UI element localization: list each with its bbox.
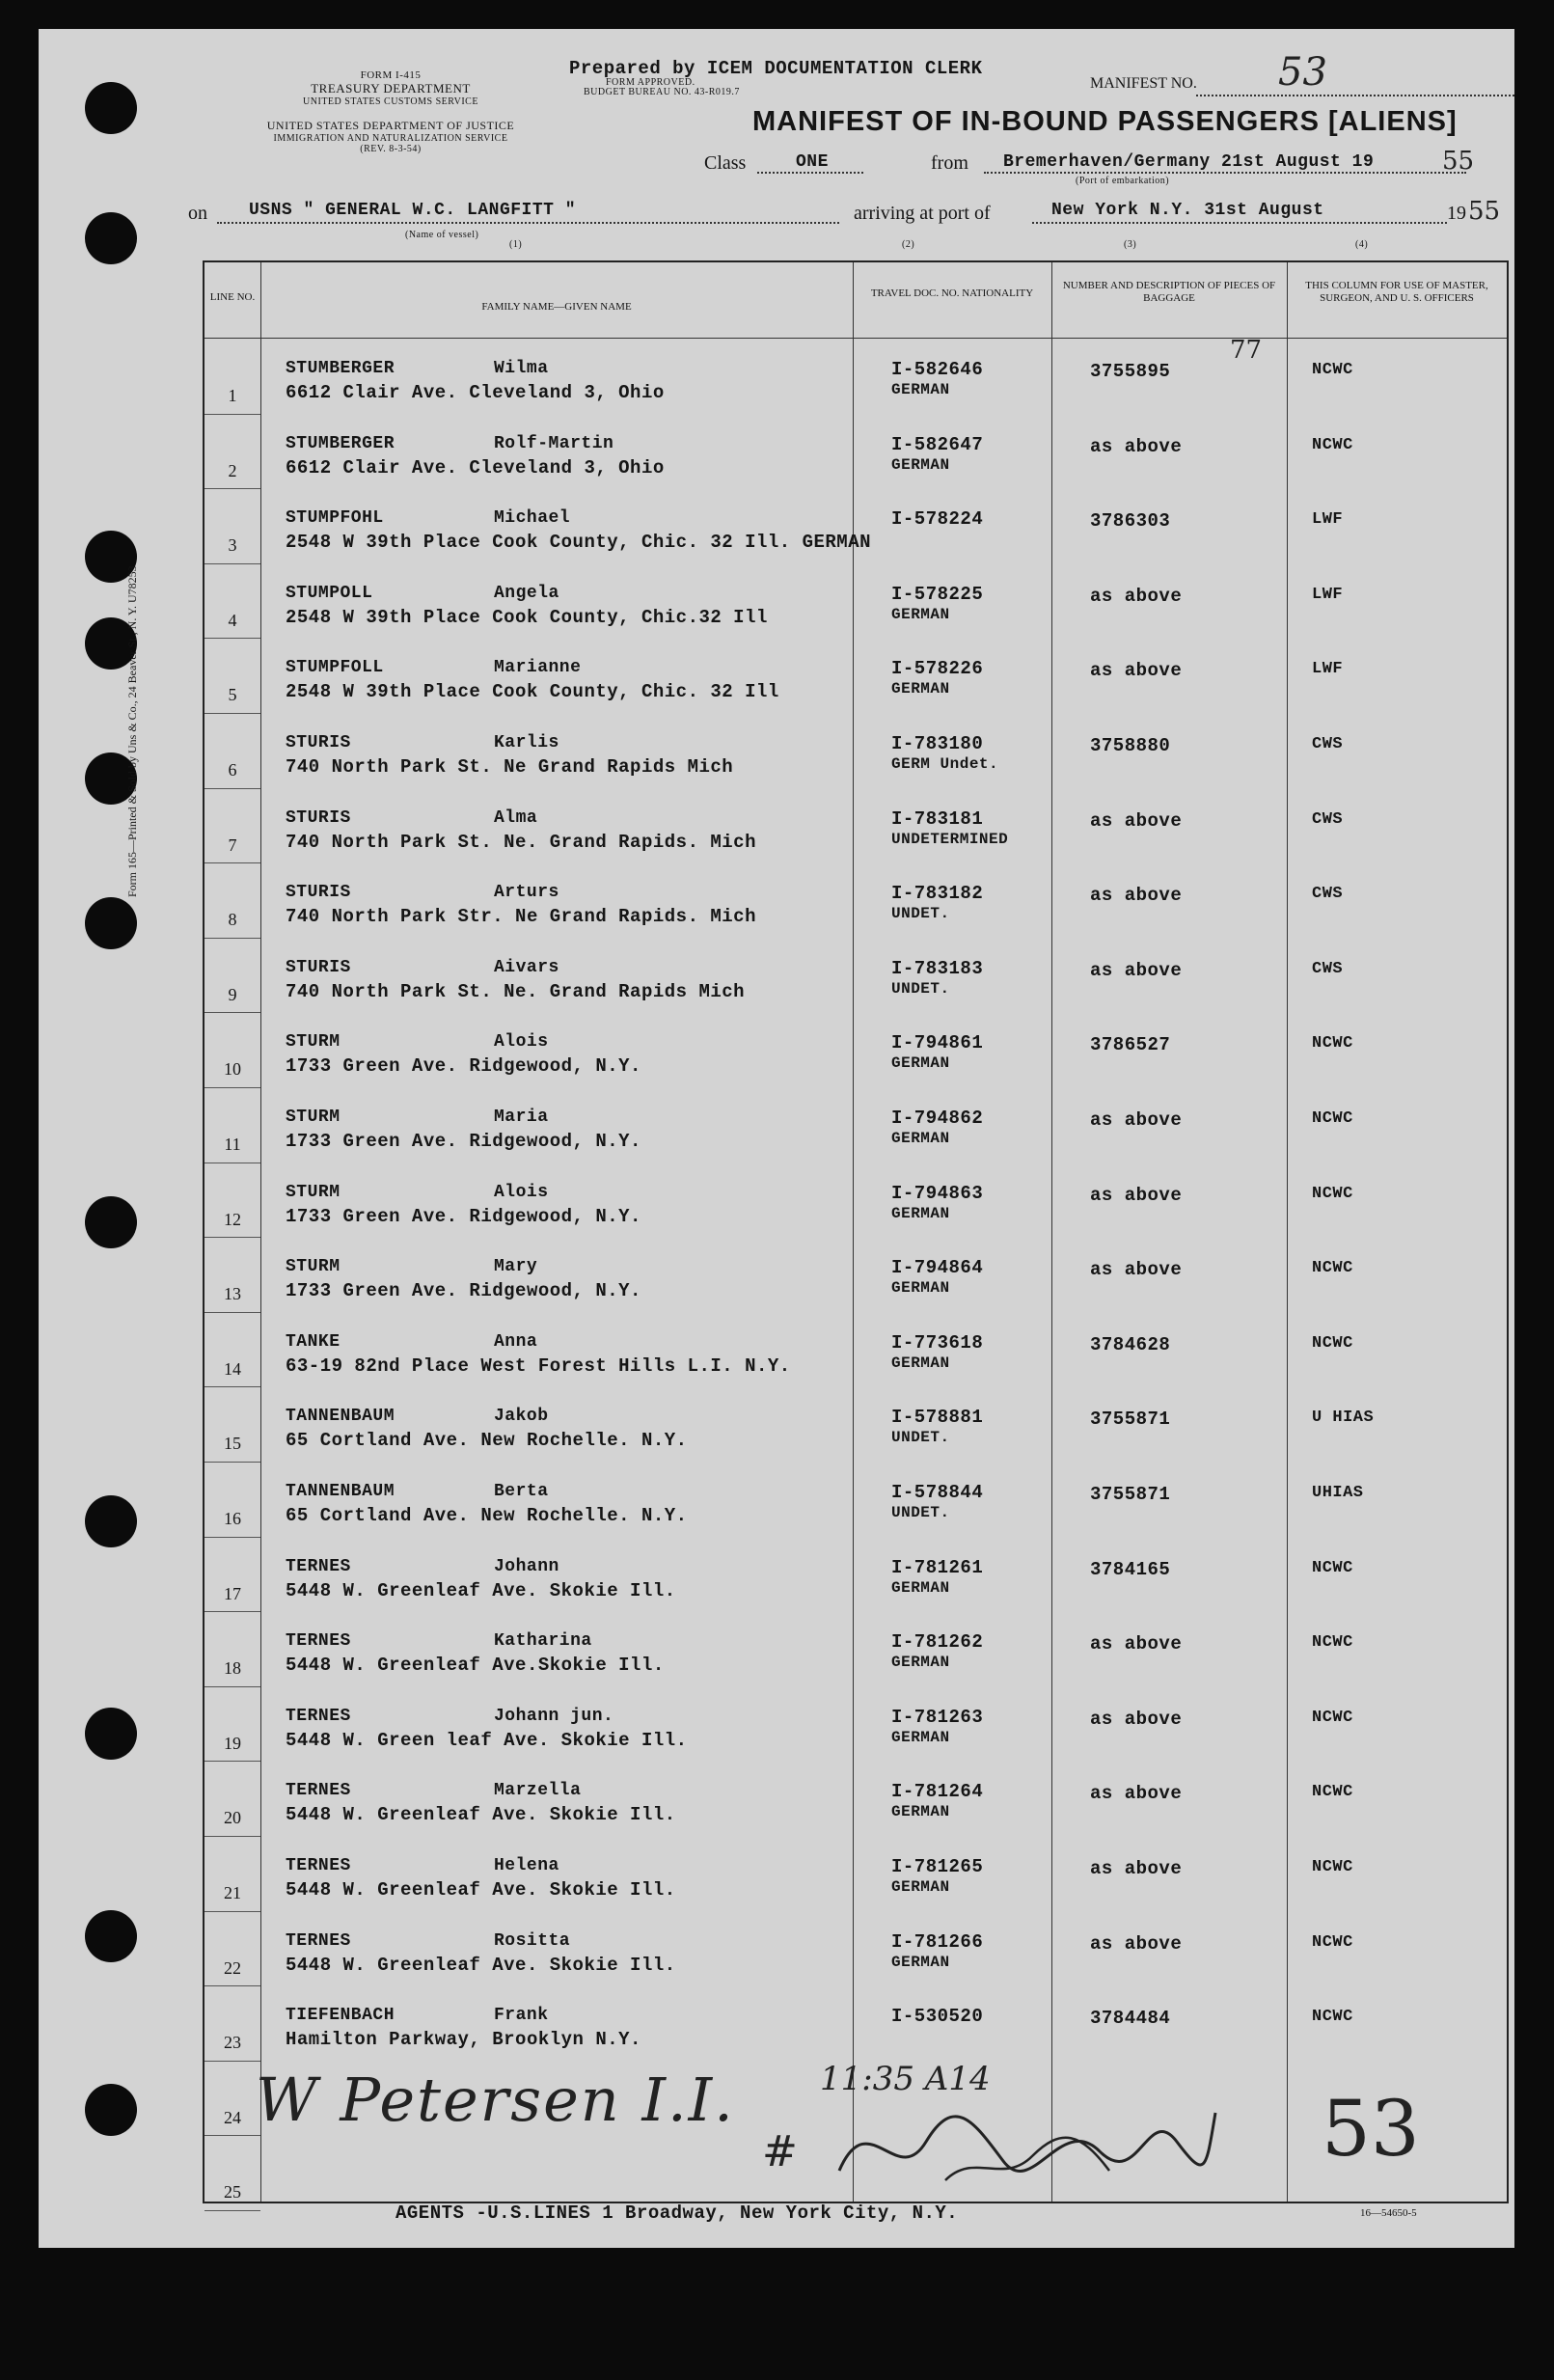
line-number: 14: [224, 1358, 241, 1379]
travel-doc-number: I-783181: [891, 807, 984, 830]
given-name: Katharina: [494, 1631, 592, 1652]
family-name: TERNES: [286, 1856, 351, 1875]
travel-doc-number: I-781263: [891, 1706, 984, 1728]
handwritten-initials: [830, 2084, 1235, 2200]
officer-use: NCWC: [1312, 1184, 1353, 1203]
family-name: TERNES: [286, 1930, 351, 1951]
manifest-no-line: [1196, 95, 1514, 96]
handwritten-row-mark: 77: [1230, 336, 1263, 365]
nationality: GERMAN: [891, 1130, 950, 1147]
form-approved: FORM APPROVED.: [606, 77, 695, 88]
baggage: as above: [1090, 1858, 1183, 1879]
officer-use: NCWC: [1312, 1034, 1353, 1053]
address: 6612 Clair Ave. Cleveland 3, Ohio: [286, 456, 665, 479]
arriving-line: [1032, 222, 1447, 224]
line-number: 24: [224, 2107, 241, 2127]
family-name: STURM: [286, 1257, 341, 1277]
line-number: 1: [228, 386, 237, 405]
col-marker: (1): [509, 239, 523, 250]
given-name: Alois: [494, 1182, 549, 1202]
travel-doc-number: I-530520: [891, 2006, 984, 2028]
nationality: GERMAN: [891, 1728, 950, 1746]
from-value: Bremerhaven/Germany 21st August 19: [1003, 152, 1375, 172]
baggage: as above: [1090, 1783, 1183, 1805]
officer-use: U HIAS: [1312, 1409, 1375, 1428]
passenger-table: [203, 260, 1509, 2203]
family-name: STUMBERGER: [286, 359, 395, 378]
baggage: as above: [1090, 660, 1183, 682]
nationality: GERM Undet.: [891, 755, 999, 773]
handwritten-signature: W Petersen I.I.: [256, 2065, 735, 2135]
nationality: GERMAN: [891, 1204, 950, 1222]
line-number: 7: [228, 834, 237, 855]
table-row: [204, 789, 1507, 864]
baggage: as above: [1090, 1708, 1183, 1730]
justice-label: UNITED STATES DEPARTMENT OF JUSTICE: [266, 119, 515, 132]
family-name: TERNES: [286, 1631, 351, 1652]
line-number: 9: [228, 984, 237, 1004]
line-number: 23: [224, 2033, 241, 2053]
baggage: as above: [1090, 1633, 1183, 1655]
family-name: STUMBERGER: [286, 433, 395, 453]
given-name: Karlis: [494, 733, 559, 752]
col-header-doc: TRAVEL DOC. NO. NATIONALITY: [870, 287, 1034, 299]
table-row: [204, 1238, 1507, 1313]
from-year: 55: [1442, 147, 1475, 176]
on-label: on: [188, 203, 207, 224]
nationality: UNDET.: [891, 1504, 950, 1521]
officer-use: CWS: [1312, 885, 1344, 904]
officer-use: LWF: [1312, 510, 1344, 530]
nationality: UNDET.: [891, 1429, 950, 1447]
table-row: [204, 1088, 1507, 1163]
binder-hole: [85, 1910, 137, 1962]
officer-use: LWF: [1312, 660, 1344, 679]
class-label: Class: [704, 152, 747, 174]
row-divider: [204, 2210, 260, 2211]
given-name: Frank: [494, 2006, 549, 2026]
table-row: [204, 639, 1507, 714]
line-number: 19: [224, 1733, 241, 1753]
line-number: 20: [224, 1808, 241, 1828]
address: Hamilton Parkway, Brooklyn N.Y.: [286, 2029, 641, 2051]
family-name: TANNENBAUM: [286, 1407, 395, 1427]
officer-use: NCWC: [1312, 1259, 1353, 1278]
travel-doc-number: I-783180: [891, 733, 984, 754]
officer-use: NCWC: [1312, 1109, 1353, 1128]
officer-use: NCWC: [1312, 1558, 1353, 1577]
family-name: TERNES: [286, 1781, 351, 1801]
travel-doc-number: I-578844: [891, 1482, 984, 1503]
travel-doc-number: I-578225: [891, 583, 984, 605]
officer-use: NCWC: [1312, 2008, 1353, 2027]
baggage: 3784165: [1090, 1558, 1171, 1580]
table-row: [204, 1013, 1507, 1088]
family-name: STURIS: [286, 733, 351, 752]
travel-doc-number: I-781261: [891, 1556, 984, 1578]
family-name: STURM: [286, 1108, 341, 1127]
table-row: [204, 1163, 1507, 1239]
given-name: Wilma: [494, 359, 549, 378]
table-row: [204, 1387, 1507, 1463]
arriving-year-prefix: 19: [1447, 203, 1466, 224]
given-name: Arturs: [494, 883, 559, 903]
agents-footer: AGENTS -U.S.LINES 1 Broadway, New York City, N.Y.: [395, 2202, 959, 2224]
travel-doc-number: I-794862: [891, 1108, 984, 1129]
from-line: [984, 172, 1466, 174]
binder-hole: [85, 1196, 137, 1248]
header-divider: [204, 338, 1507, 339]
travel-doc-number: I-794863: [891, 1182, 984, 1204]
travel-doc-number: I-781265: [891, 1856, 984, 1877]
nationality: GERMAN: [891, 1354, 950, 1372]
handwritten-time: 11:35 A14: [820, 2060, 991, 2098]
nationality: GERMAN: [891, 455, 950, 474]
baggage: as above: [1090, 1109, 1183, 1131]
travel-doc-number: I-781266: [891, 1930, 984, 1953]
manifest-title: MANIFEST OF IN-BOUND PASSENGERS [ALIENS]: [752, 106, 1458, 137]
baggage: 3758880: [1090, 735, 1171, 756]
officer-use: NCWC: [1312, 1633, 1353, 1653]
line-number: 6: [228, 760, 237, 780]
family-name: TANKE: [286, 1331, 341, 1352]
table-row: [204, 1912, 1507, 1987]
family-name: STUMPOLL: [286, 583, 373, 603]
given-name: Aivars: [494, 957, 559, 977]
family-name: STURIS: [286, 957, 351, 977]
family-name: STURM: [286, 1182, 341, 1202]
officer-use: NCWC: [1312, 1708, 1353, 1727]
class-line: [757, 172, 863, 174]
given-name: Marianne: [494, 658, 582, 678]
baggage: 3784484: [1090, 2008, 1171, 2030]
given-name: Rositta: [494, 1930, 571, 1951]
address: 740 North Park St. Ne. Grand Rapids Mich: [286, 980, 746, 1002]
budget-bureau: BUDGET BUREAU NO. 43-R019.7: [584, 87, 740, 97]
family-name: STURIS: [286, 883, 351, 903]
table-row: [204, 1986, 1507, 2062]
family-name: STURIS: [286, 807, 351, 828]
table-row: [204, 1762, 1507, 1837]
family-name: STUMPFOLL: [286, 658, 384, 678]
officer-use: CWS: [1312, 959, 1344, 978]
nationality: UNDET.: [891, 905, 950, 923]
col-marker: (4): [1355, 239, 1369, 250]
officer-use: CWS: [1312, 735, 1344, 753]
table-row: [204, 489, 1507, 564]
given-name: Helena: [494, 1856, 559, 1875]
baggage: 3755871: [1090, 1484, 1171, 1505]
officer-use: CWS: [1312, 809, 1344, 829]
binder-hole: [85, 2084, 137, 2136]
revision-label: (REV. 8-3-54): [360, 144, 422, 154]
line-number: 25: [224, 2182, 241, 2202]
form-number: FORM I-415: [360, 69, 422, 81]
col-header-line-no: LINE NO.: [209, 291, 256, 303]
travel-doc-number: I-783183: [891, 957, 984, 979]
address: 1733 Green Ave. Ridgewood, N.Y.: [286, 1055, 641, 1078]
given-name: Johann: [494, 1556, 559, 1576]
binder-hole: [85, 1708, 137, 1760]
officer-use: NCWC: [1312, 435, 1353, 454]
agency-block: [183, 69, 598, 154]
given-name: Maria: [494, 1108, 549, 1127]
nationality: GERMAN: [891, 1054, 950, 1073]
baggage: 3755871: [1090, 1409, 1171, 1431]
table-row: [204, 1687, 1507, 1763]
manifest-no-label: MANIFEST NO.: [1090, 75, 1197, 92]
given-name: Mary: [494, 1257, 538, 1277]
line-number: 5: [228, 685, 237, 705]
manifest-sheet: [39, 29, 1514, 2248]
baggage: 3784628: [1090, 1333, 1171, 1355]
handwritten-page-mark: 53: [1322, 2084, 1420, 2174]
class-value: ONE: [796, 152, 829, 172]
nationality: GERMAN: [891, 1578, 950, 1597]
arriving-year: 55: [1468, 197, 1501, 226]
officer-use: NCWC: [1312, 1783, 1353, 1802]
baggage: 3786527: [1090, 1034, 1171, 1056]
baggage: 3786303: [1090, 510, 1171, 533]
table-row: [204, 1538, 1507, 1613]
table-row: [204, 1463, 1507, 1538]
family-name: TERNES: [286, 1556, 351, 1576]
line-number: 21: [224, 1883, 241, 1902]
col-header-baggage: NUMBER AND DESCRIPTION OF PIECES OF BAGGAGE: [1062, 280, 1276, 304]
printer-side-text: Form 165—Printed & Sold by Uns & Co., 24 Beaver St., N. Y. U78253: [125, 565, 139, 897]
address: 6612 Clair Ave. Cleveland 3, Ohio: [286, 382, 665, 403]
line-number: 4: [228, 610, 237, 630]
address: 1733 Green Ave. Ridgewood, N.Y.: [286, 1131, 641, 1152]
baggage: as above: [1090, 1184, 1183, 1206]
vessel-caption: (Name of vessel): [405, 230, 479, 240]
address: 1733 Green Ave. Ridgewood, N.Y.: [286, 1205, 641, 1227]
travel-doc-number: I-582647: [891, 433, 984, 455]
address: 2548 W 39th Place Cook County, Chic.32 Ill: [286, 606, 768, 628]
address: 1733 Green Ave. Ridgewood, N.Y.: [286, 1280, 641, 1302]
table-row: [204, 714, 1507, 789]
baggage: as above: [1090, 1259, 1183, 1281]
address: 2548 W 39th Place Cook County, Chic. 32 Ill: [286, 681, 779, 703]
address: 5448 W. Greenleaf Ave. Skokie Ill.: [286, 1879, 676, 1901]
line-number: 22: [224, 1957, 241, 1978]
nationality: UNDET.: [891, 979, 950, 998]
officer-use: NCWC: [1312, 1932, 1353, 1952]
travel-doc-number: I-794861: [891, 1032, 984, 1054]
family-name: TERNES: [286, 1706, 351, 1726]
baggage: 3755895: [1090, 361, 1171, 382]
given-name: Jakob: [494, 1407, 549, 1427]
travel-doc-number: I-773618: [891, 1331, 984, 1354]
line-number: 17: [224, 1583, 241, 1603]
travel-doc-number: I-578224: [891, 508, 984, 531]
treasury-label: TREASURY DEPARTMENT: [311, 81, 471, 96]
baggage: as above: [1090, 435, 1183, 457]
given-name: Alma: [494, 807, 538, 828]
officer-use: NCWC: [1312, 1858, 1353, 1876]
binder-hole: [85, 82, 137, 134]
address: 65 Cortland Ave. New Rochelle. N.Y.: [286, 1505, 688, 1526]
arriving-value: New York N.Y. 31st August: [1051, 201, 1324, 220]
travel-doc-number: I-578226: [891, 658, 984, 680]
address: 5448 W. Greenleaf Ave. Skokie Ill.: [286, 1804, 676, 1826]
given-name: Berta: [494, 1482, 549, 1501]
nationality: GERMAN: [891, 605, 950, 623]
travel-doc-number: I-794864: [891, 1257, 984, 1279]
travel-doc-number: I-578881: [891, 1407, 984, 1429]
address: 5448 W. Greenleaf Ave. Skokie Ill.: [286, 1579, 676, 1601]
nationality: GERMAN: [891, 1279, 950, 1298]
address: 65 Cortland Ave. New Rochelle. N.Y.: [286, 1430, 688, 1452]
nationality: GERMAN: [891, 1878, 950, 1896]
line-number: 3: [228, 535, 237, 556]
family-name: STURM: [286, 1032, 341, 1053]
officer-use: NCWC: [1312, 1333, 1353, 1353]
vessel-name: USNS " GENERAL W.C. LANGFITT ": [249, 201, 577, 220]
table-row: [204, 1837, 1507, 1912]
line-number: 16: [224, 1509, 241, 1528]
line-number: 11: [224, 1135, 241, 1154]
travel-doc-number: I-783182: [891, 883, 984, 905]
form-code: 16—54650-5: [1360, 2207, 1417, 2219]
table-row: [204, 415, 1507, 490]
nationality: GERMAN: [891, 381, 950, 398]
baggage: as above: [1090, 959, 1183, 981]
table-row: [204, 1612, 1507, 1687]
address: 5448 W. Green leaf Ave. Skokie Ill.: [286, 1729, 688, 1751]
binder-hole: [85, 1495, 137, 1547]
baggage: as above: [1090, 809, 1183, 832]
prepared-by: Prepared by ICEM DOCUMENTATION CLERK: [569, 58, 983, 79]
given-name: Johann jun.: [494, 1706, 614, 1726]
table-row: [204, 564, 1507, 640]
col-marker: (2): [902, 239, 915, 250]
address: 740 North Park St. Ne Grand Rapids Mich: [286, 756, 734, 778]
address: 63-19 82nd Place West Forest Hills L.I. N.Y.: [286, 1354, 791, 1377]
travel-doc-number: I-781262: [891, 1631, 984, 1654]
given-name: Michael: [494, 508, 571, 529]
nationality: UNDETERMINED: [891, 830, 1009, 848]
table-row: [204, 939, 1507, 1014]
line-number: 12: [224, 1209, 241, 1229]
baggage: as above: [1090, 1932, 1183, 1955]
travel-doc-number: I-781264: [891, 1781, 984, 1803]
arriving-label: arriving at port of: [854, 203, 991, 224]
baggage: as above: [1090, 585, 1183, 607]
col-header-officers: THIS COLUMN FOR USE OF MASTER, SURGEON, AND U. S. OFFICERS: [1305, 280, 1488, 304]
baggage: as above: [1090, 885, 1183, 907]
officer-use: NCWC: [1312, 361, 1353, 379]
line-number: 10: [224, 1059, 241, 1080]
from-label: from: [931, 152, 968, 174]
table-row: [204, 1313, 1507, 1388]
immigration-label: IMMIGRATION AND NATURALIZATION SERVICE: [273, 133, 508, 144]
nationality: GERMAN: [891, 680, 950, 698]
address: 740 North Park Str. Ne Grand Rapids. Mich: [286, 906, 756, 928]
binder-hole: [85, 897, 137, 949]
port-embarkation-caption: (Port of embarkation): [1076, 176, 1170, 186]
nationality: GERMAN: [891, 1654, 950, 1672]
family-name: STUMPFOHL: [286, 508, 384, 529]
travel-doc-number: I-582646: [891, 359, 984, 380]
line-number: 8: [228, 910, 237, 930]
handwritten-hash: #: [762, 2127, 798, 2176]
table-row: [204, 340, 1507, 415]
address: 5448 W. Greenleaf Ave. Skokie Ill.: [286, 1954, 676, 1976]
given-name: Anna: [494, 1331, 538, 1352]
family-name: TIEFENBACH: [286, 2006, 395, 2026]
officer-use: UHIAS: [1312, 1484, 1364, 1502]
line-number: 2: [228, 460, 237, 480]
given-name: Rolf-Martin: [494, 433, 614, 453]
line-number: 18: [224, 1658, 241, 1679]
table-row: [204, 863, 1507, 939]
address: 5448 W. Greenleaf Ave.Skokie Ill.: [286, 1655, 665, 1677]
family-name: TANNENBAUM: [286, 1482, 395, 1501]
nationality: GERMAN: [891, 1803, 950, 1821]
given-name: Marzella: [494, 1781, 582, 1801]
customs-label: UNITED STATES CUSTOMS SERVICE: [303, 96, 478, 107]
given-name: Angela: [494, 583, 559, 603]
col-marker: (3): [1124, 239, 1137, 250]
line-number: 13: [224, 1284, 241, 1304]
address: 740 North Park St. Ne. Grand Rapids. Mich: [286, 831, 756, 853]
binder-hole: [85, 212, 137, 264]
vessel-line: [217, 222, 839, 224]
nationality: GERMAN: [891, 1953, 950, 1971]
given-name: Alois: [494, 1032, 549, 1053]
address: 2548 W 39th Place Cook County, Chic. 32 Ill. GERMAN: [286, 532, 871, 554]
manifest-no-value: 53: [1278, 50, 1327, 95]
officer-use: LWF: [1312, 585, 1344, 604]
line-number: 15: [224, 1434, 241, 1454]
col-header-name: FAMILY NAME—GIVEN NAME: [481, 301, 632, 313]
